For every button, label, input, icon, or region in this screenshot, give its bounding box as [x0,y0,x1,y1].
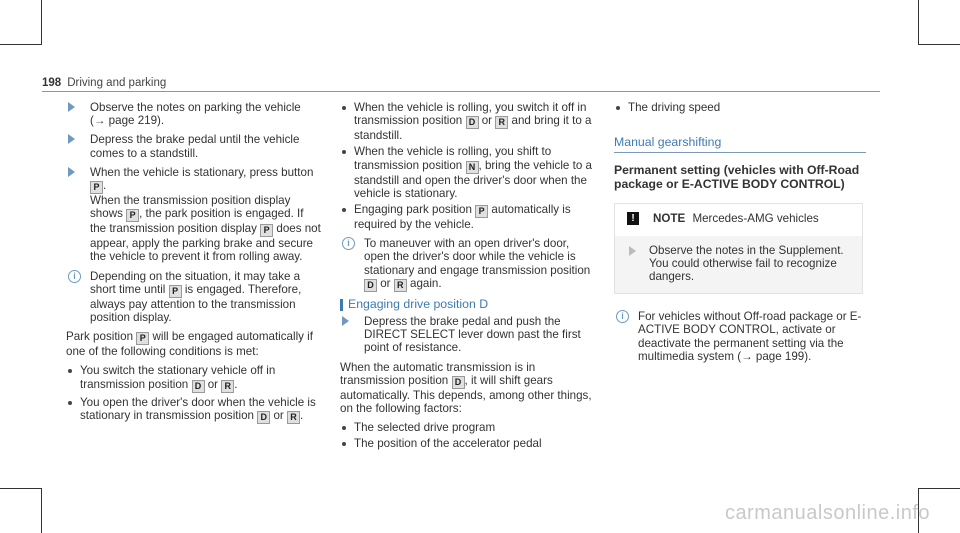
info-icon: i [68,270,81,283]
list-item: The driving speed [614,101,866,114]
list-item: The selected drive program [340,421,596,434]
note-box [614,203,863,294]
list-item: When the vehicle is rolling, you switch it off in transmission position D or R and bring it to a standstill. [340,101,596,142]
right-column [614,101,866,369]
bullet-icon [342,150,346,154]
crop-mark [41,488,42,533]
step-item: Depress the brake pedal until the vehicle comes to a standstill. [66,133,322,159]
step-arrow-icon [68,134,75,144]
list-item: You open the driver's door when the vehicle is stationary in transmission position D or R . [66,396,322,424]
left-column [66,101,322,427]
step-item: When the vehicle is stationary, press button P . When the transmission position display shows P , the park position is engaged. If the transmission position display P does not appear, apply the parking brake and secure the vehicle to prevent it from rolling away. [66,166,322,264]
header-rule [42,91,880,92]
list-item: When the vehicle is rolling, you shift to transmission position N , bring the vehicle to a standstill and open the driver's door when the vehicle is stationary. [340,145,596,200]
key-r-icon: R [221,380,234,393]
key-p-icon: P [169,285,182,298]
key-d-icon: D [452,376,465,389]
key-p-icon: P [475,205,488,218]
list-item: You switch the stationary vehicle off in transmission position D or R . [66,364,322,392]
section-heading: Manual gearshifting [614,136,866,153]
crop-mark [41,0,42,45]
bullet-icon [616,106,620,110]
key-p-icon: P [136,332,149,345]
key-d-icon: D [257,411,270,424]
watermark: carmanualsonline.info [724,502,930,524]
key-r-icon: R [394,279,407,292]
page-header [42,77,166,89]
key-n-icon: N [466,161,479,174]
note-label: NOTE [653,212,686,226]
crop-mark [918,488,960,489]
key-r-icon: R [287,411,300,424]
crop-mark [0,488,42,489]
section-title: Driving and parking [67,77,167,89]
step-arrow-icon [629,246,636,256]
bullet-icon [342,442,346,446]
note-brand: Mercedes-AMG vehicles [692,212,819,226]
key-d-icon: D [364,279,377,292]
page-number: 198 [42,77,62,89]
warning-icon: ! [627,212,639,225]
info-icon: i [342,237,355,250]
bullet-icon [342,208,346,212]
note-header [625,212,852,225]
subsection-title: Permanent setting (vehicles with Off-Road package or E-ACTIVE BODY CONTROL) [614,163,860,192]
key-r-icon: R [495,116,508,129]
info-note: i For vehicles without Off-road package or E-ACTIVE BODY CONTROL, activate or deactivate the permanent setting via the multimedia system (→ page 199). [614,310,866,363]
info-note: i Depending on the situation, it may take a short time until P is engaged. Therefore, always pay attention to the transmission position display. [66,270,322,325]
info-icon: i [616,310,629,323]
key-d-icon: D [192,380,205,393]
bullet-icon [342,106,346,110]
key-p-icon: P [90,181,103,194]
step-arrow-icon [68,102,75,112]
bullet-icon [68,401,72,405]
section-heading: Engaging drive position D [340,298,596,311]
crop-mark [918,0,919,45]
paragraph: When the automatic transmission is in transmission position D , it will shift gears automatically. This depends, among other things, on the following factors: [340,360,592,416]
info-note: i To maneuver with an open driver's door, open the driver's door while the vehicle is stationary and engage transmission position D or R again. [340,237,596,292]
step-arrow-icon [68,167,75,177]
key-d-icon: D [466,116,479,129]
crop-mark [918,44,960,45]
step-arrow-icon [342,316,349,326]
key-p-icon: P [260,224,273,237]
list-item: Engaging park position P automatically is required by the vehicle. [340,203,596,231]
crop-mark [0,44,42,45]
step-item: Depress the brake pedal and push the DIRECT SELECT lever down past the first point of resistance. [340,315,596,355]
list-item: The position of the accelerator pedal [340,437,596,450]
bullet-icon [342,426,346,430]
paragraph: Park position P will be engaged automatically if one of the following conditions is met: [66,330,313,359]
middle-column [340,101,596,454]
key-p-icon: P [126,209,139,222]
bullet-icon [68,369,72,373]
step-item: Observe the notes on parking the vehicle (→ page 219). [66,101,322,127]
page-link[interactable]: (→ page 219). [90,114,165,128]
note-body: Observe the notes in the Supplement. You could otherwise fail to recognize dangers. [615,236,862,294]
